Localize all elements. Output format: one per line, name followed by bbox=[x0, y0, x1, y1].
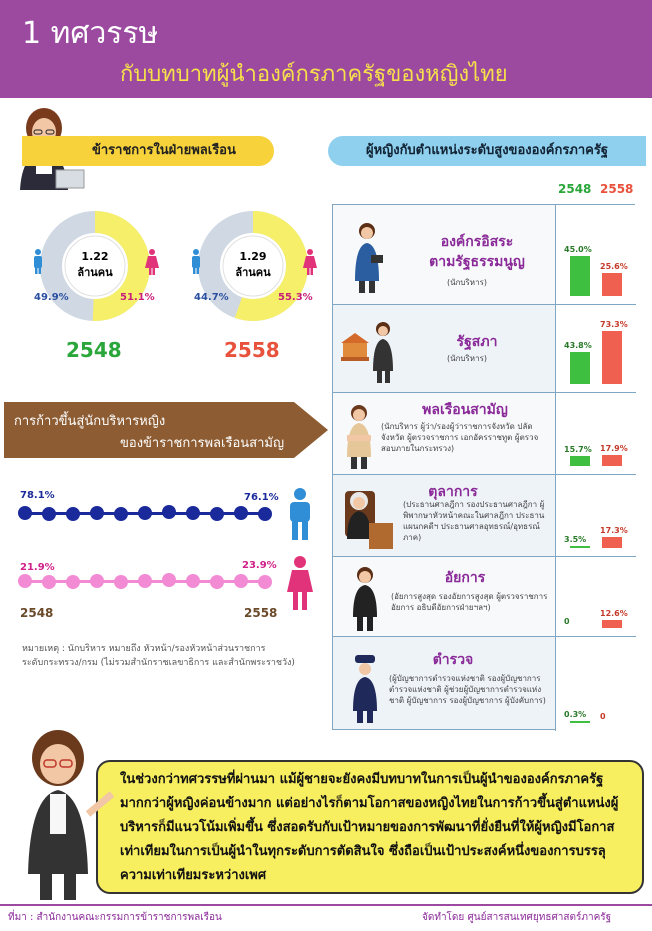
bar-2558-label: 25.6% bbox=[600, 262, 628, 272]
bar-2548 bbox=[570, 256, 590, 296]
row-civil-service bbox=[333, 393, 636, 475]
bar-2548 bbox=[570, 352, 590, 384]
male-end-pct: 76.1% bbox=[244, 492, 279, 503]
row-civil-service-desc: (นักบริหาร ผู้ว่า/รองผู้ว่าราชการจังหวัด ปลัดจังหวัด ผู้ตรวจราชการ เอกอัครราชทูต ผู้ตรวจสอบภายในกระทรวง) bbox=[381, 422, 539, 453]
bar-2548-label: 45.0% bbox=[564, 245, 592, 255]
row-parliament bbox=[333, 305, 636, 393]
progress-dot bbox=[18, 506, 32, 520]
bar-2548 bbox=[570, 546, 590, 548]
bar-2558-label: 17.3% bbox=[600, 525, 628, 535]
progress-dot bbox=[234, 574, 248, 588]
row-parliament-bars bbox=[555, 305, 636, 392]
summary-text: ในช่วงกว่าทศวรรษที่ผ่านมา แม้ผู้ชายจะยังคงมีบทบาทในการเป็นผู้นำขององค์กรภาครัฐมากกว่าผู้หญิงค่อนข้างมาก แต่อย่างไรก็ตามโอกาสของหญิงไทยในการก้าวขึ้นสู่ตำแหน่งผู้บริหารก็มีแนวโน้มเพิ่มขึ้น ซึ่งสอดรับกับเป้าหมายของการพัฒนาที่ยั่งยืนที่ให้ผู้หญิงมีโอกาสเท่าเทียมในการเป็นผู้นำในทุกระดับการตัดสินใจ ซึ่งถือเป็นเป้าประสงค์หนึ่งของการบรรลุความเท่าเทียมระหว่างเพศ bbox=[120, 772, 619, 883]
bar-2558-label: 17.9% bbox=[600, 443, 628, 453]
progress-dot bbox=[138, 574, 152, 588]
donut-2548-female-pct: 51.1% bbox=[120, 292, 155, 303]
row-prosecutors bbox=[333, 557, 636, 637]
progress-ribbon-line2: ของข้าราชการพลเรือนสามัญ bbox=[120, 436, 285, 451]
row-police-desc: (ผู้บัญชาการตำรวจแห่งชาติ รองผู้บัญชาการตำรวจแห่งชาติ ผู้ช่วยผู้บัญชาการตำรวจแห่งชาติ ผู้บัญชาการ รองผู้บัญชาการ ผู้บังคับการ) bbox=[389, 674, 546, 705]
progress-dot bbox=[18, 574, 32, 588]
progress-dot bbox=[90, 506, 104, 520]
row-independent-orgs-desc: (นักบริหาร) bbox=[447, 278, 487, 287]
female-icon bbox=[286, 556, 314, 610]
woman-with-book-icon bbox=[347, 221, 387, 293]
row-independent-orgs-bars bbox=[555, 205, 636, 304]
parliament-building-icon bbox=[337, 319, 397, 383]
bar-2548-label: 3.5% bbox=[564, 534, 587, 544]
progress-dot bbox=[258, 507, 272, 521]
footnote bbox=[22, 642, 322, 670]
progress-dot bbox=[162, 505, 176, 519]
legend-2548: 2548 bbox=[558, 182, 592, 196]
male-start-pct: 78.1% bbox=[20, 490, 55, 501]
legend-2558: 2558 bbox=[600, 182, 634, 196]
donut-2558-value: 1.29 bbox=[239, 250, 267, 263]
progress-ribbon-line1: การก้าวขึ้นสู่นักบริหารหญิง bbox=[14, 414, 166, 429]
progress-dot bbox=[162, 573, 176, 587]
bar-2548-label: 0.3% bbox=[564, 710, 587, 719]
bar-2548 bbox=[570, 721, 590, 723]
donut-2558-male-pct: 44.7% bbox=[194, 292, 229, 303]
bar-2558-label: 0 bbox=[600, 712, 606, 721]
prosecutor-woman-icon bbox=[347, 565, 383, 631]
row-prosecutors-bars bbox=[555, 557, 636, 636]
bar-2558 bbox=[602, 620, 622, 628]
bar-2548-label: 0 bbox=[564, 617, 570, 626]
footnote-line1: หมายเหตุ : นักบริหาร หมายถึง หัวหน้า/รองหัวหน้าส่วนราชการ bbox=[22, 644, 266, 654]
progress-dot bbox=[210, 507, 224, 521]
row-prosecutors-name: อัยการ bbox=[444, 570, 486, 586]
progress-dot bbox=[138, 506, 152, 520]
male-progress-dots bbox=[18, 506, 274, 526]
row-parliament-desc: (นักบริหาร) bbox=[447, 354, 487, 363]
progress-dot bbox=[258, 575, 272, 589]
progress-dot bbox=[42, 507, 56, 521]
ribbon-women-top-positions: ผู้หญิงกับตำแหน่งระดับสูงขององค์กรภาครัฐ bbox=[328, 136, 646, 166]
bar-2558 bbox=[602, 331, 622, 384]
ribbon-civil-servants: ข้าราชการในฝ่ายพลเรือน bbox=[22, 136, 274, 166]
year-end-label: 2558 bbox=[244, 606, 278, 620]
presenter-woman-illustration bbox=[6, 724, 116, 900]
progress-dot bbox=[114, 507, 128, 521]
donut-2548-year: 2548 bbox=[66, 338, 122, 362]
donut-2548-male-pct: 49.9% bbox=[34, 292, 69, 303]
bar-2558-label: 73.3% bbox=[600, 320, 628, 330]
bar-2558 bbox=[602, 455, 622, 466]
page-title: 1 ทศวรรษ bbox=[22, 16, 159, 51]
footer-divider bbox=[0, 904, 652, 906]
progress-dot bbox=[66, 575, 80, 589]
row-judiciary-desc: (ประธานศาลฎีกา รองประธานศาลฎีกา ผู้พิพากษาหัวหน้าคณะในศาลฎีกา ประธานแผนกคดีฯ ประธานศาลอุทธรณ์/อุทธรณ์ภาค) bbox=[403, 500, 545, 542]
row-police-name: ตำรวจ bbox=[432, 652, 474, 668]
female-start-pct: 21.9% bbox=[20, 562, 55, 573]
progress-dot bbox=[210, 575, 224, 589]
progress-dot bbox=[90, 574, 104, 588]
donut-2558-unit: ล้านคน bbox=[235, 266, 271, 279]
woman-arms-crossed-icon bbox=[339, 403, 379, 469]
row-civil-service-bars bbox=[555, 393, 636, 474]
row-judiciary-bars bbox=[555, 475, 636, 556]
male-icon bbox=[34, 249, 42, 274]
bar-2548-label: 15.7% bbox=[564, 444, 592, 454]
male-icon bbox=[192, 249, 200, 274]
row-judiciary bbox=[333, 475, 636, 557]
progress-dot bbox=[186, 506, 200, 520]
female-progress-dots bbox=[18, 574, 274, 594]
row-police-bars bbox=[555, 637, 636, 731]
row-prosecutors-desc: (อัยการสูงสุด รองอัยการสูงสุด ผู้ตรวจราชการอัยการ อธิบดีอัยการฝ่ายฯลฯ) bbox=[391, 592, 548, 612]
row-police bbox=[333, 637, 636, 731]
bar-2548 bbox=[570, 456, 590, 466]
footer-source: ที่มา : สำนักงานคณะกรรมการข้าราชการพลเรือน bbox=[8, 912, 222, 923]
donut-2548-unit: ล้านคน bbox=[77, 266, 113, 279]
row-parliament-name: รัฐสภา bbox=[456, 334, 498, 350]
row-independent-orgs-name1: องค์กรอิสระ bbox=[440, 234, 514, 250]
donut-2558-female-pct: 55.3% bbox=[278, 292, 313, 303]
year-start-label: 2548 bbox=[20, 606, 54, 620]
row-civil-service-name: พลเรือนสามัญ bbox=[422, 402, 508, 418]
footer-credit: จัดทำโดย ศูนย์สารสนเทศยุทธศาสตร์ภาครัฐ bbox=[422, 912, 612, 923]
positions-table bbox=[332, 204, 635, 730]
page-subtitle: กับบทบาทผู้นำองค์กรภาครัฐของหญิงไทย bbox=[120, 62, 508, 87]
female-end-pct: 23.9% bbox=[242, 560, 277, 571]
male-icon bbox=[286, 488, 314, 540]
bar-2558 bbox=[602, 273, 622, 296]
progress-dot bbox=[186, 574, 200, 588]
bar-2558 bbox=[602, 537, 622, 548]
progress-dot bbox=[42, 575, 56, 589]
donut-2548-value: 1.22 bbox=[81, 250, 109, 263]
footnote-line2: ระดับกระทรวง/กรม (ไม่รวมสำนักราชเลขาธิการ และสำนักพระราชวัง) bbox=[22, 658, 295, 668]
row-judiciary-name: ตุลาการ bbox=[428, 484, 478, 500]
progress-dot bbox=[114, 575, 128, 589]
bar-2558-label: 12.6% bbox=[600, 609, 628, 619]
bar-2548-label: 43.8% bbox=[564, 341, 592, 351]
progress-dot bbox=[66, 507, 80, 521]
row-independent-orgs-name2: ตามรัฐธรรมนูญ bbox=[429, 254, 525, 270]
donut-2558-year: 2558 bbox=[224, 338, 280, 362]
row-independent-orgs bbox=[333, 205, 636, 305]
progress-dot bbox=[234, 506, 248, 520]
